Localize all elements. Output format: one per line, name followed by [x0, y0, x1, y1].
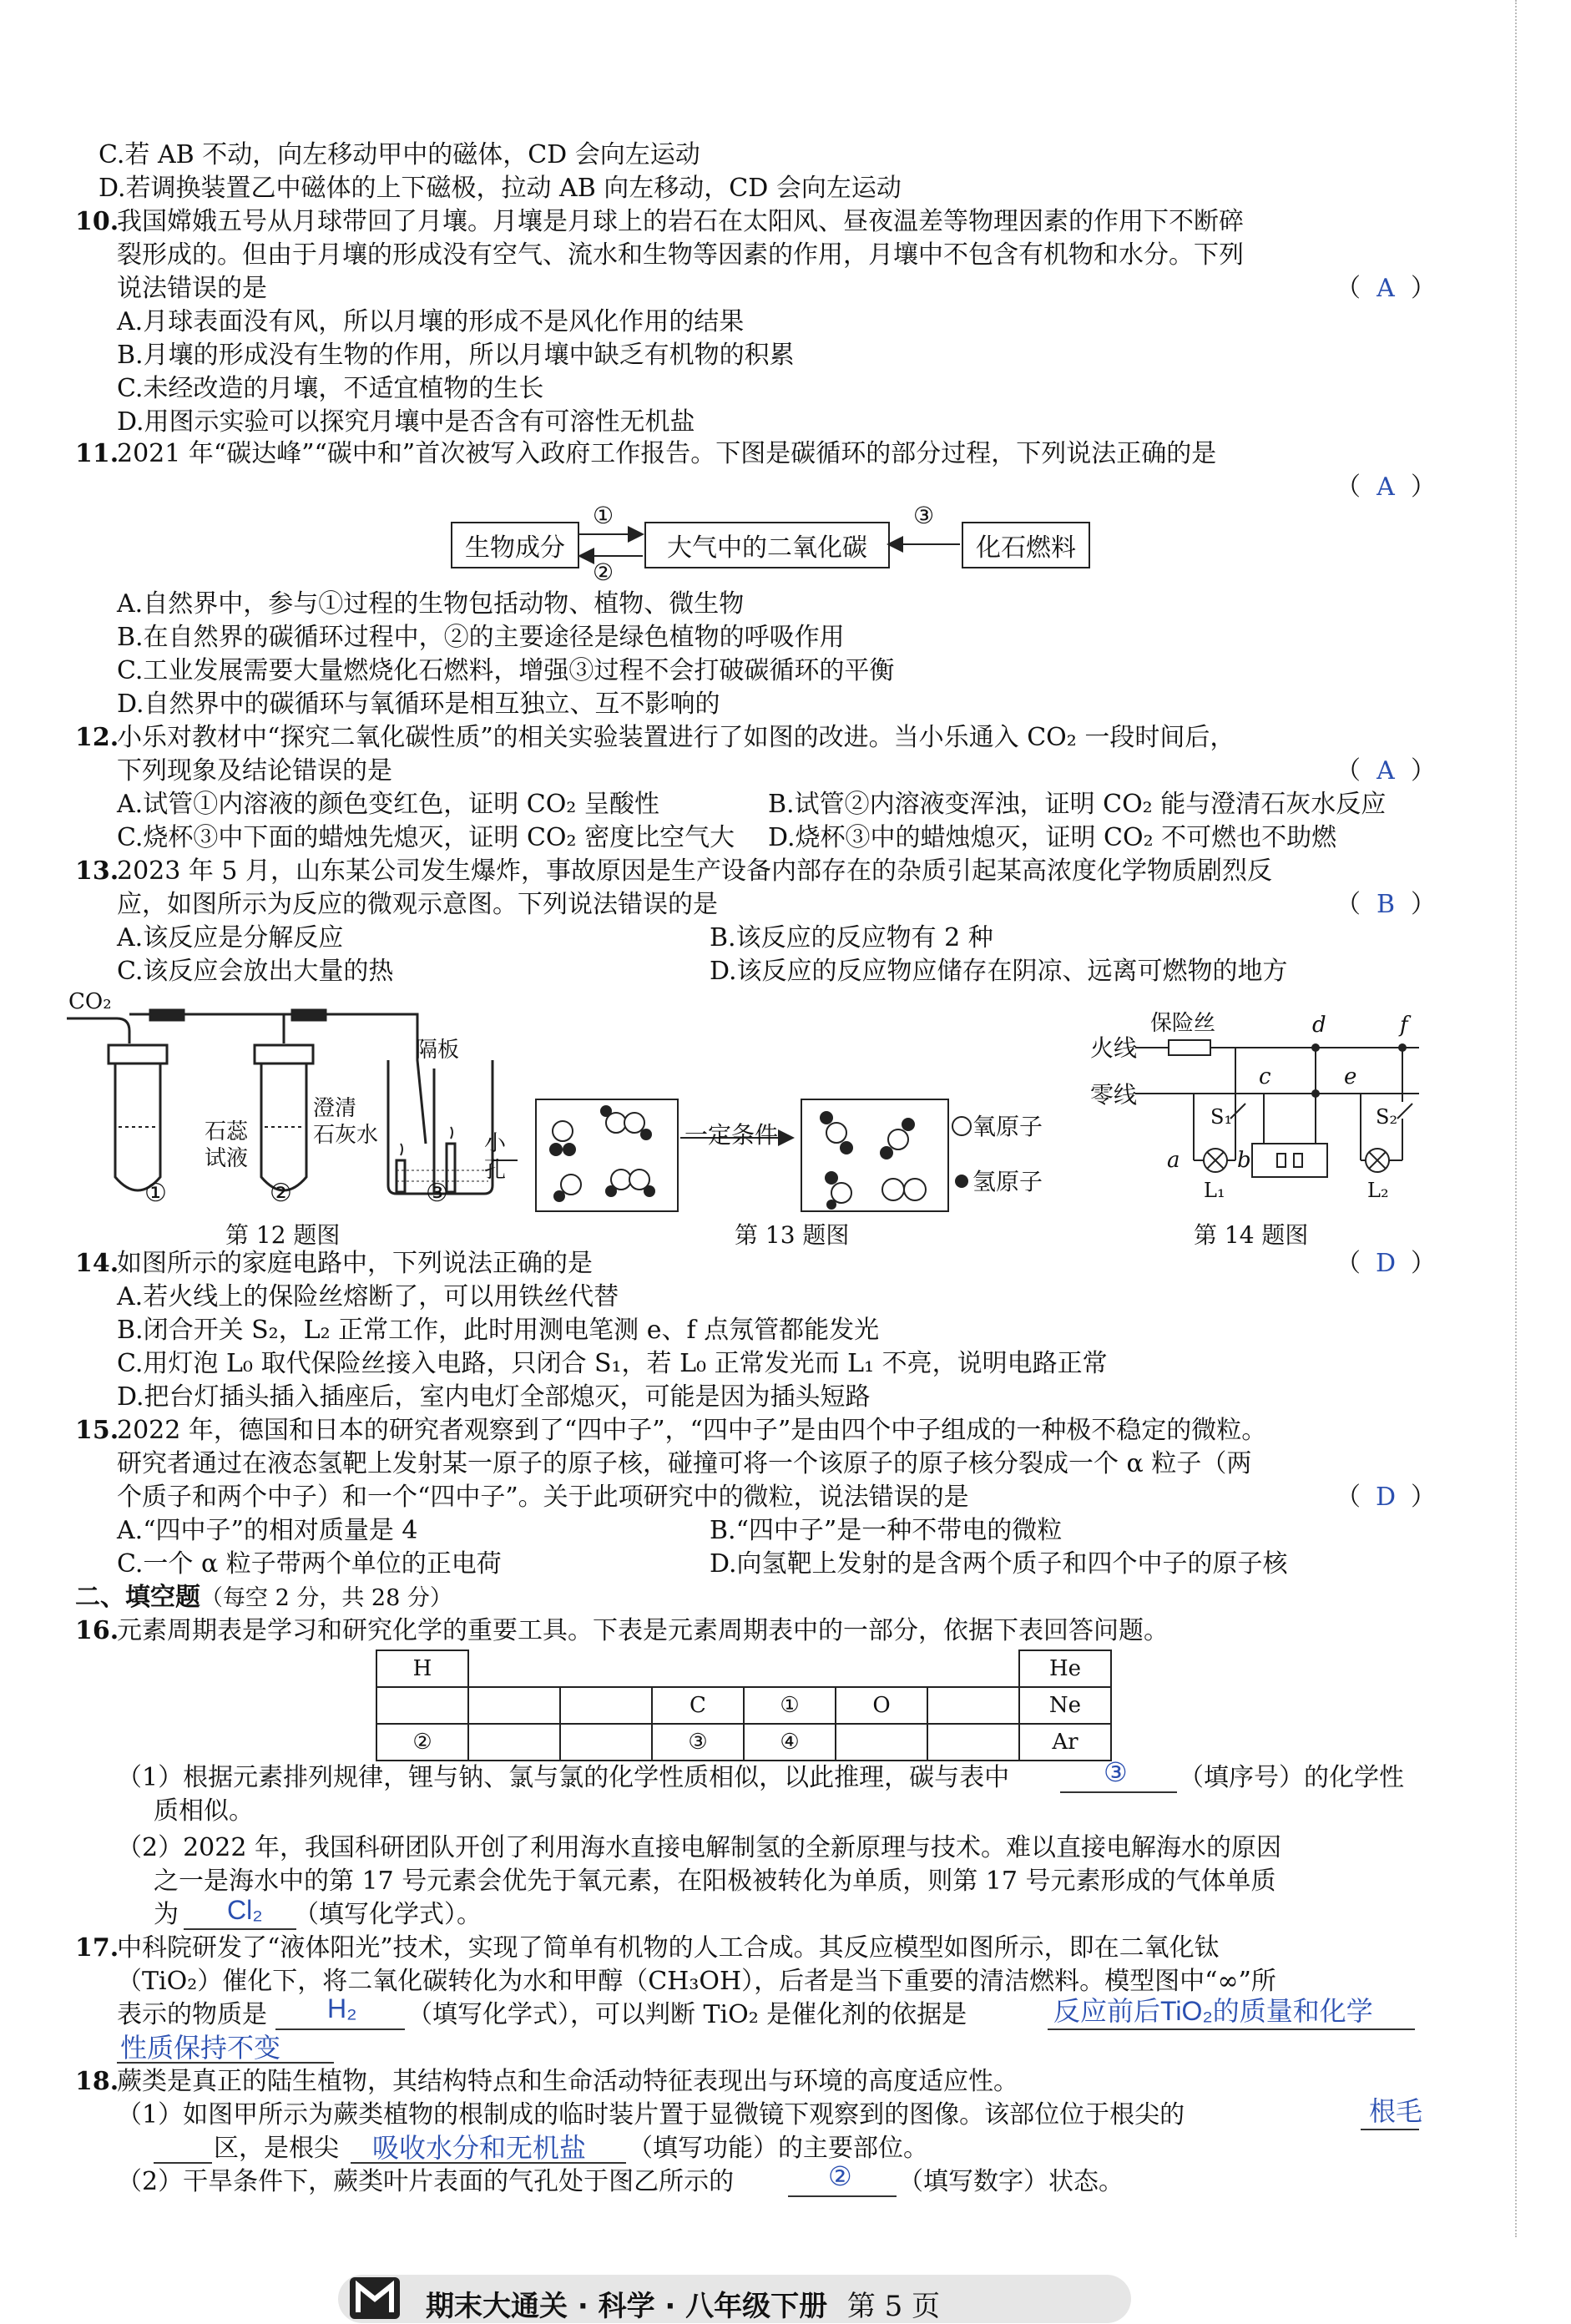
q18-answer-3: ② [828, 2161, 852, 2191]
box-fossil-fuel: 化石燃料 [962, 522, 1090, 568]
pt-cell: H [376, 1650, 468, 1687]
pt-cell [560, 1687, 652, 1724]
q12-answer-paren: （ A ） [1336, 756, 1436, 786]
q10-option-d: D.用图示实验可以探究月壤中是否含有可溶性无机盐 [117, 407, 695, 437]
q10-option-a: A.月球表面没有风，所以月壤的形成不是风化作用的结果 [117, 307, 745, 336]
q15-option-c: C.一个 α 粒子带两个单位的正电荷 [117, 1549, 502, 1579]
fig14-point-e: e [1344, 1064, 1357, 1089]
fig12-beaker-3: ③ [426, 1179, 448, 1208]
q12-answer: A [1377, 756, 1395, 786]
periodic-table [376, 1650, 1112, 1761]
q16-part1-c: 质相似。 [154, 1796, 254, 1826]
pt-cell [468, 1650, 560, 1687]
pt-cell [560, 1724, 652, 1761]
pt-cell [927, 1650, 1019, 1687]
fig14-point-c: c [1259, 1064, 1271, 1089]
q10-stem-1: 我国嫦娥五号从月球带回了月壤。月壤是月球上的岩石在太阳风、昼夜温差等物理因素的作用下不断碎 [117, 207, 1244, 236]
q17-answer-2a: 反应前后TiO₂的质量和化学 [1053, 1996, 1373, 2026]
q10-stem-2: 裂形成的。但由于月壤的形成没有空气、流水和生物等因素的作用，月壤中不包含有机物和水分。下列 [117, 240, 1244, 270]
q18-answer-2: 吸收水分和无机盐 [372, 2133, 587, 2163]
q16-part2-a: （2）2022 年，我国科研团队开创了利用海水直接电解制氢的全新原理与技术。难以直接电解海水的原因 [117, 1833, 1281, 1862]
fig12-litmus-label: 石蕊 [205, 1119, 249, 1144]
fig12-limewater-label: 澄清 [313, 1096, 357, 1121]
q11-answer-paren: （ A ） [1336, 472, 1436, 502]
q11-option-d: D.自然界中的碳循环与氧循环是相互独立、互不影响的 [117, 690, 720, 719]
fig14-lamp-l1: L₁ [1204, 1179, 1225, 1202]
option-d-prev: D.若调换装置乙中磁体的上下磁极，拉动 AB 向左移动，CD 会向左运动 [99, 174, 902, 203]
page-number: 第 5 页 [846, 2290, 941, 2323]
pt-cell: Ar [1019, 1724, 1111, 1761]
q11-option-b: B.在自然界的碳循环过程中，②的主要途径是绿色植物的呼吸作用 [117, 623, 845, 652]
section-2-title: 二、填空题 [75, 1583, 200, 1612]
q10-option-c: C.未经改造的月壤，不适宜植物的生长 [117, 374, 544, 403]
fig14-point-a: a [1167, 1148, 1180, 1173]
pt-cell [468, 1724, 560, 1761]
q16-part1-a: （1）根据元素排列规律，锂与钠、氯与氯的化学性质相似，以此推理，碳与表中 [117, 1763, 1010, 1792]
pt-cell [836, 1724, 927, 1761]
q12-option-d: D.烧杯③中的蜡烛熄灭，证明 CO₂ 不可燃也不助燃 [768, 823, 1337, 852]
q18-stem: 蕨类是真正的陆生植物，其结构特点和生命活动特征表现出与环境的高度适应性。 [117, 2067, 1018, 2096]
section-2-note: （每空 2 分，共 28 分） [200, 1585, 452, 1611]
q12-stem-1: 小乐对教材中“探究二氧化碳性质”的相关实验装置进行了如图的改进。当小乐通入 CO₂ 一段时间后， [117, 723, 1235, 752]
q13-option-b: B.该反应的反应物有 2 种 [710, 923, 993, 952]
q12-stem-2: 下列现象及结论错误的是 [117, 756, 392, 786]
q18-number: 18. [75, 2067, 119, 2096]
q17-stem-2: （TiO₂）催化下，将二氧化碳转化为水和甲醇（CH₃OH），后者是当下重要的清洁燃料。模型图中“∞”所 [117, 1967, 1276, 1996]
option-c-prev: C.若 AB 不动，向左移动甲中的磁体，CD 会向左运动 [99, 140, 700, 169]
fig12-caption: 第 12 题图 [225, 1221, 341, 1249]
fig13-legend-oxygen: 氧原子 [972, 1113, 1043, 1140]
q15-option-b: B.“四中子”是一种不带电的微粒 [710, 1516, 1063, 1545]
footer-title [426, 2283, 940, 2324]
fig13-caption: 第 13 题图 [735, 1221, 850, 1249]
q16-part2-b: 之一是海水中的第 17 号元素会优先于氧元素，在阳极被转化为单质，则第 17 号元素形成的气体单质 [154, 1867, 1276, 1896]
q13-number: 13. [75, 856, 119, 886]
q18-part1-b: 区，是根尖 [214, 2134, 339, 2163]
q17-stem-3: 表示的物质是 [117, 2000, 267, 2029]
q17-blank-1[interactable] [275, 2028, 405, 2030]
q14-option-a: A.若火线上的保险丝熔断了，可以用铁丝代替 [117, 1282, 619, 1311]
q11-answer: A [1377, 472, 1395, 502]
fig12-tube-2: ② [270, 1179, 292, 1208]
q16-part2-d: （填写化学式）。 [294, 1900, 482, 1929]
q16-answer-2: Cl₂ [227, 1895, 263, 1925]
q16-part1-b: （填序号）的化学性 [1179, 1763, 1404, 1792]
q10-number: 10. [75, 207, 119, 236]
fig12-partition-label: 隔板 [416, 1038, 460, 1063]
fig14-switch-s1: S₁ [1210, 1105, 1233, 1129]
q11-stem: 2021 年“碳达峰”“碳中和”首次被写入政府工作报告。下图是碳循环的部分过程，下列说法正确的是 [117, 439, 1217, 468]
q16-number: 16. [75, 1616, 119, 1645]
q14-answer: D [1375, 1249, 1397, 1278]
q15-number: 15. [75, 1416, 119, 1445]
q18-blank-1[interactable] [1361, 2129, 1419, 2130]
q13-stem-1: 2023 年 5 月，山东某公司发生爆炸，事故原因是生产设备内部存在的杂质引起某高浓度化学物质剧烈反 [117, 856, 1273, 886]
pt-cell: He [1019, 1650, 1111, 1687]
q13-answer: B [1376, 890, 1396, 919]
pt-cell [652, 1650, 744, 1687]
q15-answer: D [1375, 1483, 1397, 1512]
fig12-tube-1: ① [144, 1179, 167, 1208]
pt-cell [836, 1650, 927, 1687]
q17-answer-1: H₂ [327, 1993, 357, 2023]
q14-option-d: D.把台灯插头插入插座后，室内电灯全部熄灭，可能是因为插头短路 [117, 1382, 871, 1412]
box-biological: 生物成分 [451, 522, 579, 568]
reactant-molecules [549, 1105, 655, 1202]
periodic-row-3 [376, 1724, 1111, 1761]
pt-cell: Ne [1019, 1687, 1111, 1724]
q15-answer-paren: （ D ） [1336, 1483, 1436, 1512]
book-logo-icon [346, 2272, 405, 2322]
q10-stem-3: 说法错误的是 [117, 274, 267, 303]
q13-option-d: D.该反应的反应物应储存在阴凉、远离可燃物的地方 [710, 957, 1288, 986]
fig12-limewater-label-2: 石灰水 [313, 1123, 379, 1148]
pt-cell: ④ [744, 1724, 836, 1761]
q18-answer-1: 根毛 [1369, 2096, 1423, 2126]
carbon-cycle-arrows [576, 501, 968, 584]
section-2-heading [75, 1583, 452, 1614]
arrow-3-label: ③ [913, 502, 935, 529]
q13-option-a: A.该反应是分解反应 [117, 923, 344, 952]
box-atmospheric-co2: 大气中的二氧化碳 [644, 522, 890, 568]
q13-answer-paren: （ B ） [1336, 890, 1436, 919]
q17-stem-1: 中科院研发了“液体阳光”技术，实现了简单有机物的人工合成。其反应模型如图所示，即在二氧化钛 [117, 1933, 1220, 1963]
q15-option-d: D.向氢靶上发射的是含两个质子和四个中子的原子核 [710, 1549, 1288, 1579]
q10-option-b: B.月壤的形成没有生物的作用，所以月壤中缺乏有机物的积累 [117, 341, 795, 370]
q15-stem-1: 2022 年，德国和日本的研究者观察到了“四中子”，“四中子”是由四个中子组成的一种极不稳定的微粒。 [117, 1416, 1267, 1445]
q14-answer-paren: （ D ） [1336, 1249, 1436, 1278]
q12-option-b: B.试管②内溶液变浑浊，证明 CO₂ 能与澄清石灰水反应 [768, 790, 1387, 819]
fig13-condition-label: 一定条件 [684, 1121, 779, 1149]
pt-cell: ① [744, 1687, 836, 1724]
arrow-2-label: ② [593, 558, 614, 586]
fig14-point-d: d [1312, 1013, 1326, 1038]
q15-stem-3: 个质子和两个中子）和一个“四中子”。关于此项研究中的微粒，说法错误的是 [117, 1483, 969, 1512]
q15-option-a: A.“四中子”的相对质量是 4 [117, 1516, 418, 1545]
periodic-row-1 [376, 1650, 1111, 1687]
q18-blank-1-cont[interactable] [154, 2162, 212, 2164]
pt-cell: C [652, 1687, 744, 1724]
product-molecules [820, 1111, 926, 1210]
fig14-lamp-l2: L₂ [1367, 1179, 1389, 1202]
fig13-legend-hydrogen: 氢原子 [972, 1168, 1043, 1195]
q16-blank-2[interactable] [184, 1928, 296, 1930]
q16-stem: 元素周期表是学习和研究化学的重要工具。下表是元素周期表中的一部分，依据下表回答问题。 [117, 1616, 1169, 1645]
fig14-caption: 第 14 题图 [1194, 1221, 1309, 1249]
q17-stem-4: （填写化学式），可以判断 TiO₂ 是催化剂的依据是 [407, 2000, 967, 2029]
margin-line [1515, 0, 1517, 2237]
fig12-co2-label: CO₂ [68, 989, 112, 1014]
arrow-1-label: ① [593, 502, 614, 529]
q14-option-c: C.用灯泡 L₀ 取代保险丝接入电路，只闭合 S₁，若 L₀ 正常发光而 L₁ 不亮，说明电路正常 [117, 1349, 1108, 1378]
q12-number: 12. [75, 723, 119, 752]
fig14-live-wire: 火线 [1090, 1034, 1138, 1062]
pt-cell: ② [376, 1724, 468, 1761]
q17-blank-2[interactable] [1048, 2028, 1415, 2030]
q14-stem: 如图所示的家庭电路中，下列说法正确的是 [117, 1249, 593, 1278]
pt-cell [560, 1650, 652, 1687]
q10-answer: A [1377, 274, 1395, 303]
q13-stem-2: 应，如图所示为反应的微观示意图。下列说法错误的是 [117, 890, 718, 919]
q14-option-b: B.闭合开关 S₂，L₂ 正常工作，此时用测电笔测 e、f 点氖管都能发光 [117, 1316, 880, 1345]
fig14-point-b: b [1237, 1148, 1251, 1173]
q11-option-a: A.自然界中，参与①过程的生物包括动物、植物、微生物 [117, 589, 745, 619]
fig14-fuse-label: 保险丝 [1150, 1011, 1216, 1036]
q10-answer-paren: （ A ） [1336, 274, 1436, 303]
q15-stem-2: 研究者通过在液态氢靶上发射某一原子的原子核，碰撞可将一个该原子的原子核分裂成一个 α 粒子（两 [117, 1449, 1252, 1478]
q18-blank-3[interactable] [788, 2195, 897, 2197]
footer-book-title: 期末大通关 · 科学 · 八年级下册 [426, 2290, 828, 2323]
q18-part1-a: （1）如图甲所示为蕨类植物的根制成的临时装片置于显微镜下观察到的图像。该部位位于根尖的 [117, 2100, 1185, 2129]
fig14-switch-s2: S₂ [1376, 1105, 1398, 1129]
q17-answer-2b: 性质保持不变 [120, 2033, 281, 2063]
pt-cell: O [836, 1687, 927, 1724]
q18-part2-a: （2）干旱条件下，蕨类叶片表面的气孔处于图乙所示的 [117, 2167, 735, 2196]
periodic-row-2 [376, 1687, 1111, 1724]
fig14-point-f: f [1400, 1013, 1408, 1038]
fig14-neutral-wire: 零线 [1090, 1081, 1138, 1109]
fig12-litmus-label-2: 试液 [205, 1146, 249, 1171]
q11-number: 11. [75, 439, 119, 468]
q18-part2-b: （填写数字）状态。 [898, 2167, 1124, 2196]
pt-cell: ③ [652, 1724, 744, 1761]
q18-part1-c: （填写功能）的主要部位。 [628, 2134, 928, 2163]
q16-part2-c: 为 [154, 1900, 179, 1929]
pt-cell [468, 1687, 560, 1724]
q16-blank-1[interactable] [1060, 1791, 1177, 1793]
pt-cell [927, 1687, 1019, 1724]
q14-number: 14. [75, 1249, 119, 1278]
fig12-hole-label-2: 孔 [484, 1158, 507, 1183]
q17-number: 17. [75, 1933, 119, 1963]
pt-cell [376, 1687, 468, 1724]
pt-cell [927, 1724, 1019, 1761]
q11-option-c: C.工业发展需要大量燃烧化石燃料，增强③过程不会打破碳循环的平衡 [117, 656, 895, 685]
q12-option-c: C.烧杯③中下面的蜡烛先熄灭，证明 CO₂ 密度比空气大 [117, 823, 735, 852]
q16-answer-1: ③ [1104, 1757, 1128, 1787]
q13-option-c: C.该反应会放出大量的热 [117, 957, 394, 986]
fig12-hole-label: 小 [484, 1131, 507, 1156]
fig12-apparatus [67, 985, 534, 1210]
pt-cell [744, 1650, 836, 1687]
q12-option-a: A.试管①内溶液的颜色变红色，证明 CO₂ 呈酸性 [117, 790, 659, 819]
